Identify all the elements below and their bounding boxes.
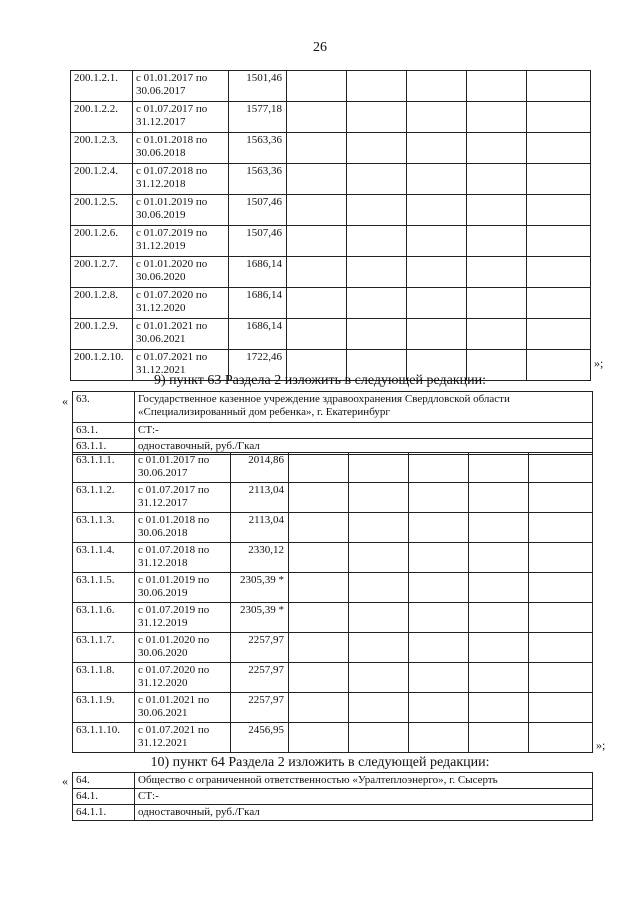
empty-cell [349,663,409,693]
row-code: 63.1.1.7. [73,633,135,663]
row-value: 2257,97 [231,633,289,663]
empty-cell [529,513,593,543]
row-code: 63.1.1.9. [73,693,135,723]
sub-code: 64.1. [73,789,135,805]
tariff-table-200 [70,70,591,381]
empty-cell [287,133,347,164]
row-period: с 01.01.2020 по 30.06.2020 [133,257,229,288]
row-code: 200.1.2.7. [71,257,133,288]
tariff-text: одноставочный, руб./Гкал [135,805,593,821]
row-period: с 01.07.2020 по 31.12.2020 [135,663,231,693]
closing-quote-200: »; [594,356,604,370]
row-value: 1686,14 [229,319,287,350]
page-number: 26 [313,40,327,55]
empty-cell [407,102,467,133]
row-period: с 01.01.2021 по 30.06.2021 [135,693,231,723]
empty-cell [347,226,407,257]
empty-cell [407,71,467,102]
empty-cell [529,723,593,753]
empty-cell [409,573,469,603]
row-value: 1686,14 [229,257,287,288]
empty-cell [529,603,593,633]
empty-cell [467,133,527,164]
empty-cell [467,226,527,257]
empty-cell [409,633,469,663]
empty-cell [529,543,593,573]
row-code: 200.1.2.9. [71,319,133,350]
table-row [71,133,591,164]
row-period: с 01.01.2019 по 30.06.2019 [133,195,229,226]
row-period: с 01.07.2021 по 31.12.2021 [133,350,229,381]
row-code: 63.1.1.8. [73,663,135,693]
empty-cell [287,195,347,226]
org-name: Общество с ограниченной ответственностью «Уралтеплоэнерго», г. Сысерть [135,773,593,789]
row-code: 200.1.2.5. [71,195,133,226]
row-value: 2305,39 * [231,573,289,603]
table-row [71,164,591,195]
empty-cell [467,195,527,226]
row-value: 1577,18 [229,102,287,133]
table-row [73,693,593,723]
empty-cell [407,288,467,319]
row-value: 1507,46 [229,195,287,226]
row-period: с 01.01.2021 по 30.06.2021 [133,319,229,350]
empty-cell [407,133,467,164]
empty-cell [347,319,407,350]
empty-cell [289,543,349,573]
table-row [73,543,593,573]
row-period: с 01.01.2018 по 30.06.2018 [133,133,229,164]
row-period: с 01.07.2018 по 31.12.2018 [133,164,229,195]
row-period: с 01.01.2018 по 30.06.2018 [135,513,231,543]
empty-cell [467,319,527,350]
row-value: 2113,04 [231,513,289,543]
empty-cell [409,693,469,723]
empty-cell [469,693,529,723]
table-row [71,319,591,350]
row-code: 200.1.2.2. [71,102,133,133]
row-value: 2257,97 [231,693,289,723]
empty-cell [467,288,527,319]
row-code: 63.1.1.6. [73,603,135,633]
row-period: с 01.07.2018 по 31.12.2018 [135,543,231,573]
row-period: с 01.07.2020 по 31.12.2020 [133,288,229,319]
empty-cell [469,603,529,633]
table-row [73,483,593,513]
empty-cell [289,723,349,753]
row-value: 1563,36 [229,164,287,195]
empty-cell [527,257,591,288]
table-row [73,453,593,483]
empty-cell [349,483,409,513]
empty-cell [289,483,349,513]
empty-cell [469,663,529,693]
empty-cell [347,257,407,288]
empty-cell [407,226,467,257]
empty-cell [529,633,593,663]
empty-cell [349,633,409,663]
empty-cell [529,483,593,513]
empty-cell [529,663,593,693]
row-code: 63.1.1.1. [73,453,135,483]
row-code: 63.1.1.10. [73,723,135,753]
empty-cell [349,573,409,603]
empty-cell [287,71,347,102]
row-value: 1722,46 [229,350,287,381]
row-code: 200.1.2.10. [71,350,133,381]
sub-code: 63.1. [73,423,135,439]
empty-cell [349,513,409,543]
empty-cell [527,226,591,257]
empty-cell [347,71,407,102]
amendment-heading-10: 10) пункт 64 Раздела 2 изложить в следующей редакции: [150,755,490,770]
row-value: 2456,95 [231,723,289,753]
row-value: 1501,46 [229,71,287,102]
empty-cell [467,257,527,288]
row-period: с 01.07.2019 по 31.12.2019 [135,603,231,633]
row-value: 2257,97 [231,663,289,693]
empty-cell [409,603,469,633]
empty-cell [409,513,469,543]
empty-cell [469,543,529,573]
row-code: 200.1.2.3. [71,133,133,164]
amendment-heading-9: 9) пункт 63 Раздела 2 изложить в следующей редакции: [154,373,486,388]
org-header-table-64 [72,772,593,821]
empty-cell [527,71,591,102]
empty-cell [529,573,593,603]
row-period: с 01.01.2017 по 30.06.2017 [135,453,231,483]
row-value: 1507,46 [229,226,287,257]
row-period: с 01.01.2019 по 30.06.2019 [135,573,231,603]
open-quote-63: « [62,394,68,408]
empty-cell [349,603,409,633]
empty-cell [527,102,591,133]
empty-cell [527,319,591,350]
org-name: Государственное казенное учреждение здравоохранения Свердловской области «Специализированный дом ребенка», г. Екатеринбург [135,392,593,423]
empty-cell [409,483,469,513]
empty-cell [407,164,467,195]
row-code: 63.1.1.2. [73,483,135,513]
empty-cell [529,693,593,723]
row-value: 1686,14 [229,288,287,319]
sub-text: СТ:- [135,789,593,805]
empty-cell [289,573,349,603]
empty-cell [349,723,409,753]
empty-cell [527,164,591,195]
empty-cell [467,102,527,133]
empty-cell [349,453,409,483]
empty-cell [527,288,591,319]
empty-cell [287,164,347,195]
table-row [71,102,591,133]
sub-text: СТ:- [135,423,593,439]
empty-cell [347,288,407,319]
table-row [71,288,591,319]
table-row [73,723,593,753]
row-code: 200.1.2.4. [71,164,133,195]
empty-cell [407,195,467,226]
row-period: с 01.01.2017 по 30.06.2017 [133,71,229,102]
row-value: 2014,86 [231,453,289,483]
empty-cell [529,453,593,483]
row-period: с 01.07.2021 по 31.12.2021 [135,723,231,753]
row-code: 200.1.2.1. [71,71,133,102]
tariff-text: одноставочный, руб./Гкал [135,439,593,455]
table-row [73,573,593,603]
closing-quote-63: »; [596,738,606,752]
empty-cell [347,102,407,133]
empty-cell [409,453,469,483]
empty-cell [349,693,409,723]
empty-cell [287,257,347,288]
empty-cell [469,513,529,543]
empty-cell [469,723,529,753]
row-code: 200.1.2.6. [71,226,133,257]
row-code: 63.1.1.3. [73,513,135,543]
empty-cell [469,483,529,513]
empty-cell [469,633,529,663]
empty-cell [349,543,409,573]
empty-cell [407,319,467,350]
empty-cell [407,257,467,288]
empty-cell [347,164,407,195]
row-code: 200.1.2.8. [71,288,133,319]
open-quote-64: « [62,774,68,788]
table-row [71,257,591,288]
empty-cell [527,133,591,164]
row-period: с 01.07.2017 по 31.12.2017 [135,483,231,513]
tariff-table-63 [72,452,593,753]
table-row [71,195,591,226]
empty-cell [287,102,347,133]
row-value: 1563,36 [229,133,287,164]
row-period: с 01.07.2019 по 31.12.2019 [133,226,229,257]
empty-cell [467,71,527,102]
empty-cell [289,633,349,663]
empty-cell [469,453,529,483]
row-value: 2113,04 [231,483,289,513]
empty-cell [289,453,349,483]
empty-cell [289,693,349,723]
table-row [73,663,593,693]
empty-cell [409,543,469,573]
row-value: 2305,39 * [231,603,289,633]
empty-cell [287,226,347,257]
org-code: 64. [73,773,135,789]
empty-cell [289,603,349,633]
row-period: с 01.01.2020 по 30.06.2020 [135,633,231,663]
empty-cell [467,164,527,195]
tariff-code: 63.1.1. [73,439,135,455]
empty-cell [347,133,407,164]
org-header-table-63 [72,391,593,455]
empty-cell [347,195,407,226]
row-period: с 01.07.2017 по 31.12.2017 [133,102,229,133]
org-code: 63. [73,392,135,423]
table-row [73,603,593,633]
empty-cell [527,195,591,226]
table-row [73,633,593,663]
empty-cell [289,513,349,543]
tariff-code: 64.1.1. [73,805,135,821]
row-code: 63.1.1.4. [73,543,135,573]
empty-cell [287,319,347,350]
empty-cell [469,573,529,603]
row-code: 63.1.1.5. [73,573,135,603]
table-row [73,513,593,543]
empty-cell [287,288,347,319]
table-row [71,226,591,257]
row-value: 2330,12 [231,543,289,573]
empty-cell [409,663,469,693]
table-row [71,71,591,102]
empty-cell [289,663,349,693]
empty-cell [409,723,469,753]
